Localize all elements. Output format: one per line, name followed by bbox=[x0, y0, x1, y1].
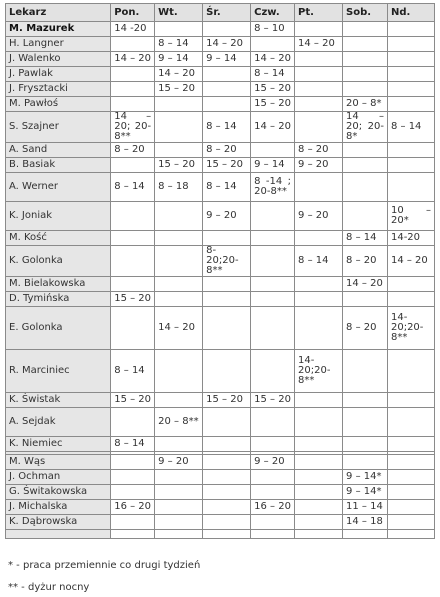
hours-cell bbox=[155, 530, 202, 538]
hours-cell bbox=[111, 515, 154, 529]
hours-cell: 8 – 14 bbox=[388, 112, 434, 142]
table-row bbox=[6, 292, 434, 306]
hours-cell: 8 – 20 bbox=[343, 307, 387, 349]
column-header: Pt. bbox=[295, 4, 342, 21]
hours-cell bbox=[203, 82, 250, 96]
table-row bbox=[6, 530, 434, 538]
doctor-name-cell: M. Kość bbox=[6, 231, 110, 245]
hours-cell bbox=[343, 393, 387, 407]
hours-cell bbox=[295, 82, 342, 96]
hours-cell bbox=[203, 350, 250, 392]
hours-cell bbox=[295, 52, 342, 66]
doctor-name-cell: H. Langner bbox=[6, 37, 110, 51]
hours-cell bbox=[111, 37, 154, 51]
hours-cell bbox=[388, 97, 434, 111]
hours-cell bbox=[295, 292, 342, 306]
table-row bbox=[6, 452, 434, 454]
hours-cell bbox=[203, 408, 250, 436]
hours-cell: 20 – 8* bbox=[343, 97, 387, 111]
hours-cell bbox=[388, 37, 434, 51]
hours-cell bbox=[295, 455, 342, 469]
hours-cell: 16 – 20 bbox=[251, 500, 294, 514]
hours-cell bbox=[295, 112, 342, 142]
hours-cell bbox=[388, 52, 434, 66]
hours-cell bbox=[388, 470, 434, 484]
table-row bbox=[6, 350, 434, 392]
hours-cell: 8 -14 ; 20-8** bbox=[251, 173, 294, 201]
hours-cell bbox=[388, 530, 434, 538]
table-row bbox=[6, 231, 434, 245]
hours-cell bbox=[295, 530, 342, 538]
hours-cell: 9 – 14 bbox=[203, 52, 250, 66]
hours-cell: 8 – 20 bbox=[343, 246, 387, 276]
hours-cell bbox=[295, 408, 342, 436]
hours-cell: 14 – 20 bbox=[251, 112, 294, 142]
hours-cell bbox=[251, 292, 294, 306]
hours-cell bbox=[295, 97, 342, 111]
hours-cell: 9 – 20 bbox=[295, 158, 342, 172]
doctor-name-cell: E. Golonka bbox=[6, 307, 110, 349]
hours-cell bbox=[388, 437, 434, 451]
hours-cell: 14 – 18 bbox=[343, 515, 387, 529]
table-row bbox=[6, 37, 434, 51]
table-row bbox=[6, 437, 434, 451]
table-row bbox=[6, 52, 434, 66]
hours-cell bbox=[111, 530, 154, 538]
table-row bbox=[6, 22, 434, 36]
hours-cell bbox=[251, 143, 294, 157]
hours-cell bbox=[343, 22, 387, 36]
table-row bbox=[6, 393, 434, 407]
doctor-name-cell: M. Wąs bbox=[6, 455, 110, 469]
hours-cell bbox=[343, 350, 387, 392]
hours-cell bbox=[388, 452, 434, 454]
hours-cell bbox=[343, 202, 387, 230]
hours-cell: 14 -20 bbox=[111, 22, 154, 36]
column-header: Lekarz bbox=[6, 4, 110, 21]
hours-cell bbox=[251, 485, 294, 499]
hours-cell: 15 – 20 bbox=[111, 292, 154, 306]
hours-cell: 14 – 20 bbox=[295, 37, 342, 51]
hours-cell bbox=[388, 485, 434, 499]
hours-cell bbox=[388, 393, 434, 407]
hours-cell bbox=[111, 82, 154, 96]
hours-cell: 15 – 20 bbox=[203, 158, 250, 172]
hours-cell bbox=[388, 158, 434, 172]
table-row bbox=[6, 515, 434, 529]
table-row bbox=[6, 307, 434, 349]
hours-cell: 15 – 20 bbox=[251, 82, 294, 96]
table-row bbox=[6, 408, 434, 436]
hours-cell: 8 – 14 bbox=[111, 350, 154, 392]
doctor-name-cell: J. Michalska bbox=[6, 500, 110, 514]
hours-cell: 9 – 14 bbox=[251, 158, 294, 172]
hours-cell bbox=[388, 455, 434, 469]
hours-cell bbox=[203, 452, 250, 454]
hours-cell bbox=[295, 470, 342, 484]
hours-cell bbox=[295, 67, 342, 81]
hours-cell bbox=[251, 246, 294, 276]
footnote-night-duty: ** - dyżur nocny bbox=[8, 582, 90, 593]
hours-cell: 14 – 20 bbox=[155, 307, 202, 349]
hours-cell bbox=[155, 470, 202, 484]
hours-cell bbox=[111, 97, 154, 111]
hours-cell: 9 – 14* bbox=[343, 485, 387, 499]
doctor-name-cell: S. Szajner bbox=[6, 112, 110, 142]
doctor-name-cell: M. Pawłoś bbox=[6, 97, 110, 111]
hours-cell bbox=[343, 52, 387, 66]
hours-cell bbox=[155, 452, 202, 454]
hours-cell bbox=[111, 246, 154, 276]
hours-cell bbox=[251, 470, 294, 484]
hours-cell: 8-20;20-8** bbox=[203, 246, 250, 276]
hours-cell bbox=[111, 67, 154, 81]
hours-cell: 10 – 20* bbox=[388, 202, 434, 230]
hours-cell bbox=[111, 485, 154, 499]
hours-cell bbox=[111, 202, 154, 230]
hours-cell bbox=[251, 452, 294, 454]
column-header: Śr. bbox=[203, 4, 250, 21]
hours-cell bbox=[295, 437, 342, 451]
column-header: Wt. bbox=[155, 4, 202, 21]
hours-cell bbox=[203, 22, 250, 36]
hours-cell: 9 – 14 bbox=[155, 52, 202, 66]
column-header: Sob. bbox=[343, 4, 387, 21]
hours-cell bbox=[155, 112, 202, 142]
hours-cell bbox=[251, 515, 294, 529]
hours-cell bbox=[295, 231, 342, 245]
footnote-alternating-weeks: * - praca przemiennie co drugi tydzień bbox=[8, 560, 201, 571]
table-row bbox=[6, 173, 434, 201]
table-body bbox=[6, 22, 434, 538]
hours-cell bbox=[251, 530, 294, 538]
hours-cell bbox=[295, 173, 342, 201]
hours-cell bbox=[388, 500, 434, 514]
hours-cell: 15 – 20 bbox=[251, 97, 294, 111]
table-header-row bbox=[6, 4, 434, 21]
doctor-name-cell: K. Joniak bbox=[6, 202, 110, 230]
hours-cell bbox=[155, 143, 202, 157]
hours-cell bbox=[155, 231, 202, 245]
hours-cell: 16 – 20 bbox=[111, 500, 154, 514]
hours-cell: 14 – 20 bbox=[111, 52, 154, 66]
hours-cell: 8 – 14 bbox=[203, 112, 250, 142]
hours-cell bbox=[343, 437, 387, 451]
doctor-name-cell: A. Sand bbox=[6, 143, 110, 157]
hours-cell bbox=[251, 202, 294, 230]
hours-cell bbox=[343, 67, 387, 81]
doctor-name-cell: M. Mazurek bbox=[6, 22, 110, 36]
doctor-name-cell: K. Dąbrowska bbox=[6, 515, 110, 529]
hours-cell bbox=[251, 37, 294, 51]
hours-cell bbox=[388, 350, 434, 392]
hours-cell bbox=[203, 485, 250, 499]
hours-cell bbox=[155, 22, 202, 36]
table-row bbox=[6, 97, 434, 111]
hours-cell: 8 – 14 bbox=[111, 437, 154, 451]
hours-cell bbox=[155, 277, 202, 291]
hours-cell bbox=[295, 485, 342, 499]
doctor-name-cell: G. Świtakowska bbox=[6, 485, 110, 499]
column-header: Nd. bbox=[388, 4, 434, 21]
hours-cell: 14 – 20 bbox=[388, 246, 434, 276]
doctor-name-cell: J. Walenko bbox=[6, 52, 110, 66]
hours-cell: 9 – 20 bbox=[295, 202, 342, 230]
hours-cell bbox=[155, 292, 202, 306]
hours-cell bbox=[111, 277, 154, 291]
hours-cell bbox=[203, 470, 250, 484]
hours-cell: 8 – 14 bbox=[203, 173, 250, 201]
hours-cell bbox=[295, 515, 342, 529]
table-row bbox=[6, 202, 434, 230]
doctor-name-cell: K. Świstak bbox=[6, 393, 110, 407]
hours-cell: 8 – 14 bbox=[251, 67, 294, 81]
hours-cell: 14 – 20; 20-8* bbox=[343, 112, 387, 142]
hours-cell bbox=[155, 202, 202, 230]
hours-cell: 14 – 20 bbox=[155, 67, 202, 81]
hours-cell bbox=[155, 437, 202, 451]
table-row bbox=[6, 500, 434, 514]
hours-cell bbox=[203, 307, 250, 349]
table-row bbox=[6, 143, 434, 157]
hours-cell bbox=[343, 173, 387, 201]
hours-cell bbox=[203, 292, 250, 306]
hours-cell: 15 – 20 bbox=[155, 82, 202, 96]
hours-cell bbox=[203, 455, 250, 469]
doctor-name-cell: A. Sejdak bbox=[6, 408, 110, 436]
hours-cell: 14-20;20-8** bbox=[388, 307, 434, 349]
hours-cell: 15 – 20 bbox=[111, 393, 154, 407]
hours-cell: 9 – 20 bbox=[155, 455, 202, 469]
hours-cell: 14 – 20 bbox=[251, 52, 294, 66]
hours-cell bbox=[388, 292, 434, 306]
doctor-name-cell: A. Werner bbox=[6, 173, 110, 201]
hours-cell: 15 – 20 bbox=[251, 393, 294, 407]
hours-cell bbox=[203, 231, 250, 245]
table-row bbox=[6, 455, 434, 469]
hours-cell: 8 – 20 bbox=[295, 143, 342, 157]
hours-cell bbox=[295, 500, 342, 514]
doctor-schedule-table bbox=[5, 3, 435, 539]
column-header: Pon. bbox=[111, 4, 154, 21]
hours-cell bbox=[155, 97, 202, 111]
hours-cell bbox=[343, 82, 387, 96]
hours-cell bbox=[251, 277, 294, 291]
hours-cell: 14 – 20 bbox=[203, 37, 250, 51]
hours-cell bbox=[203, 277, 250, 291]
doctor-name-cell bbox=[6, 530, 110, 538]
hours-cell bbox=[203, 437, 250, 451]
hours-cell bbox=[251, 307, 294, 349]
hours-cell: 8 – 14 bbox=[295, 246, 342, 276]
doctor-name-cell: K. Niemiec bbox=[6, 437, 110, 451]
hours-cell bbox=[155, 485, 202, 499]
hours-cell bbox=[111, 231, 154, 245]
hours-cell bbox=[295, 452, 342, 454]
hours-cell bbox=[343, 455, 387, 469]
hours-cell bbox=[155, 393, 202, 407]
hours-cell: 14-20;20-8** bbox=[295, 350, 342, 392]
hours-cell bbox=[295, 22, 342, 36]
hours-cell bbox=[388, 173, 434, 201]
hours-cell: 9 – 20 bbox=[251, 455, 294, 469]
hours-cell bbox=[343, 158, 387, 172]
table-row bbox=[6, 112, 434, 142]
table-row bbox=[6, 470, 434, 484]
hours-cell: 8 – 18 bbox=[155, 173, 202, 201]
hours-cell bbox=[343, 143, 387, 157]
hours-cell: 8 – 14 bbox=[343, 231, 387, 245]
hours-cell bbox=[251, 437, 294, 451]
hours-cell bbox=[155, 350, 202, 392]
hours-cell bbox=[295, 277, 342, 291]
hours-cell: 8 – 14 bbox=[111, 173, 154, 201]
hours-cell bbox=[251, 350, 294, 392]
hours-cell bbox=[111, 455, 154, 469]
doctor-name-cell: K. Golonka bbox=[6, 246, 110, 276]
hours-cell: 8 – 20 bbox=[203, 143, 250, 157]
hours-cell: 8 – 10 bbox=[251, 22, 294, 36]
hours-cell bbox=[343, 530, 387, 538]
doctor-name-cell: M. Bielakowska bbox=[6, 277, 110, 291]
hours-cell: 11 – 14 bbox=[343, 500, 387, 514]
hours-cell bbox=[295, 393, 342, 407]
doctor-name-cell: B. Basiak bbox=[6, 158, 110, 172]
hours-cell: 20 – 8** bbox=[155, 408, 202, 436]
hours-cell bbox=[388, 22, 434, 36]
hours-cell bbox=[388, 408, 434, 436]
hours-cell: 14 – 20; 20-8** bbox=[111, 112, 154, 142]
doctor-name-cell: J. Ochman bbox=[6, 470, 110, 484]
hours-cell bbox=[203, 515, 250, 529]
hours-cell bbox=[111, 408, 154, 436]
hours-cell: 15 – 20 bbox=[155, 158, 202, 172]
hours-cell bbox=[388, 67, 434, 81]
table-row bbox=[6, 246, 434, 276]
hours-cell: 9 – 14* bbox=[343, 470, 387, 484]
doctor-name-cell bbox=[6, 452, 110, 454]
hours-cell bbox=[111, 452, 154, 454]
hours-cell: 8 – 20 bbox=[111, 143, 154, 157]
hours-cell bbox=[388, 515, 434, 529]
hours-cell bbox=[343, 408, 387, 436]
table-row bbox=[6, 158, 434, 172]
doctor-name-cell: J. Frysztacki bbox=[6, 82, 110, 96]
hours-cell bbox=[111, 158, 154, 172]
hours-cell bbox=[203, 500, 250, 514]
hours-cell: 14-20 bbox=[388, 231, 434, 245]
hours-cell: 8 – 14 bbox=[155, 37, 202, 51]
hours-cell bbox=[343, 292, 387, 306]
table-row bbox=[6, 67, 434, 81]
doctor-name-cell: R. Marciniec bbox=[6, 350, 110, 392]
hours-cell bbox=[343, 37, 387, 51]
hours-cell bbox=[203, 67, 250, 81]
column-header: Czw. bbox=[251, 4, 294, 21]
hours-cell bbox=[388, 82, 434, 96]
doctor-name-cell: D. Tymińska bbox=[6, 292, 110, 306]
hours-cell bbox=[203, 530, 250, 538]
hours-cell: 14 – 20 bbox=[343, 277, 387, 291]
hours-cell bbox=[155, 246, 202, 276]
hours-cell bbox=[295, 307, 342, 349]
hours-cell bbox=[111, 307, 154, 349]
hours-cell bbox=[111, 470, 154, 484]
hours-cell bbox=[343, 452, 387, 454]
table-row bbox=[6, 82, 434, 96]
hours-cell: 9 – 20 bbox=[203, 202, 250, 230]
hours-cell bbox=[388, 277, 434, 291]
hours-cell bbox=[251, 231, 294, 245]
hours-cell bbox=[388, 143, 434, 157]
doctor-name-cell: J. Pawlak bbox=[6, 67, 110, 81]
hours-cell: 15 – 20 bbox=[203, 393, 250, 407]
hours-cell bbox=[203, 97, 250, 111]
hours-cell bbox=[155, 500, 202, 514]
hours-cell bbox=[155, 515, 202, 529]
hours-cell bbox=[251, 408, 294, 436]
table-row bbox=[6, 485, 434, 499]
table-row bbox=[6, 277, 434, 291]
